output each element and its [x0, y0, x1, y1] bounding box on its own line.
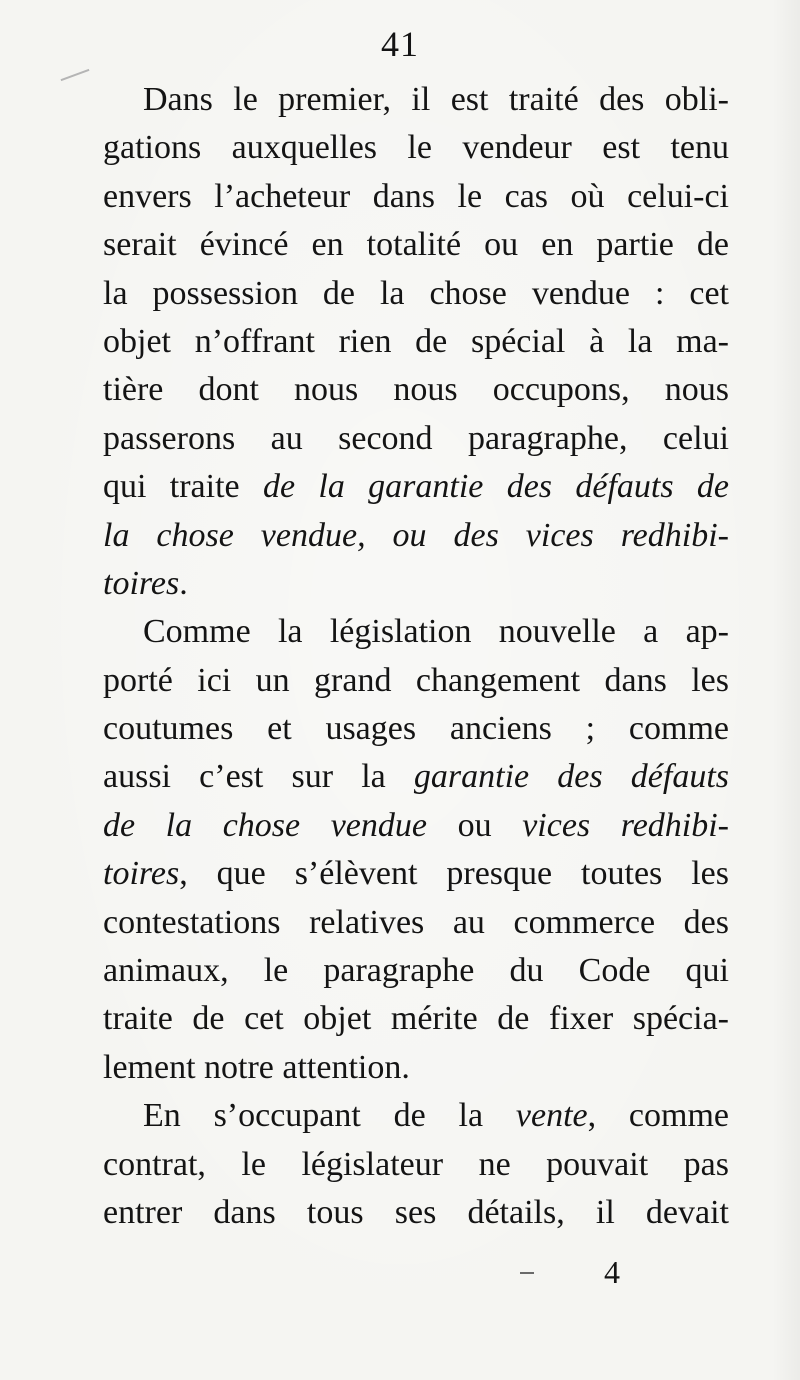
text-line: [103, 995, 729, 1043]
text-line: [103, 560, 729, 608]
text-segment: traite de cet objet mérite de fixer spécia-: [103, 1000, 729, 1038]
text-line: [103, 705, 729, 753]
text-line: [103, 1189, 729, 1237]
text-line: [103, 608, 729, 656]
text-line: [103, 463, 729, 511]
text-segment: animaux, le paragraphe du Code qui: [103, 952, 729, 990]
text-line: [103, 512, 729, 560]
text-line: [103, 270, 729, 318]
signature-mark: 4: [604, 1254, 620, 1290]
text-line: [103, 76, 729, 124]
text-segment: , comme: [587, 1097, 730, 1135]
text-segment: lement notre attention.: [103, 1048, 410, 1086]
page-edge-shadow: [772, 0, 800, 1380]
text-segment: serait évincé en totalité ou en partie de: [103, 226, 729, 264]
text-segment: envers l’acheteur dans le cas où celui-ci: [103, 177, 729, 215]
text-line: [103, 850, 729, 898]
text-segment: gations auxquelles le vendeur est tenu: [103, 129, 729, 167]
text-line: [103, 1092, 729, 1140]
text-segment: En s’occupant de la: [143, 1097, 516, 1135]
text-segment: qui traite: [103, 468, 263, 506]
text-segment: ou: [427, 806, 523, 844]
text-line: [103, 221, 729, 269]
italic-text: vices redhibi-: [522, 806, 730, 844]
text-line: [103, 124, 729, 172]
italic-text: garantie des défauts: [413, 758, 729, 796]
stray-dash-mark: [520, 1272, 534, 1274]
text-line: [103, 753, 729, 801]
text-line: [103, 1141, 729, 1189]
text-segment: Comme la législation nouvelle a ap-: [143, 613, 729, 651]
text-segment: .: [179, 564, 188, 602]
italic-text: vente: [515, 1097, 588, 1135]
italic-text: la chose vendue, ou des vices redhibi-: [103, 516, 729, 554]
text-segment: contrat, le législateur ne pouvait pas: [103, 1145, 729, 1183]
text-segment: coutumes et usages anciens ; comme: [103, 710, 729, 748]
text-line: [103, 173, 729, 221]
page-number: 41: [381, 24, 419, 64]
text-segment: , que s’élèvent presque toutes les: [179, 855, 729, 893]
text-segment: la possession de la chose vendue : cet: [103, 274, 729, 312]
italic-text: de la chose vendue: [103, 806, 427, 844]
text-line: [103, 899, 729, 947]
text-line: [103, 366, 729, 414]
text-segment: objet n’offrant rien de spécial à la ma-: [103, 322, 729, 360]
text-segment: entrer dans tous ses détails, il devait: [103, 1193, 729, 1231]
text-line: [103, 947, 729, 995]
italic-text: de la garantie des défauts de: [262, 468, 729, 506]
text-segment: passerons au second paragraphe, celui: [103, 419, 729, 457]
body-text: [103, 76, 729, 1237]
italic-text: toires: [103, 855, 180, 893]
text-segment: Dans le premier, il est traité des obli-: [143, 81, 729, 118]
stray-ink-mark: [61, 69, 90, 81]
text-line: [103, 657, 729, 705]
text-segment: tière dont nous nous occupons, nous: [103, 371, 729, 409]
text-line: [103, 1044, 729, 1092]
text-line: [103, 802, 729, 850]
text-segment: porté ici un grand changement dans les: [103, 661, 729, 699]
text-segment: aussi c’est sur la: [103, 758, 414, 796]
text-line: [103, 415, 729, 463]
text-segment: contestations relatives au commerce des: [103, 903, 729, 941]
italic-text: toires: [103, 564, 180, 602]
text-line: [103, 318, 729, 366]
